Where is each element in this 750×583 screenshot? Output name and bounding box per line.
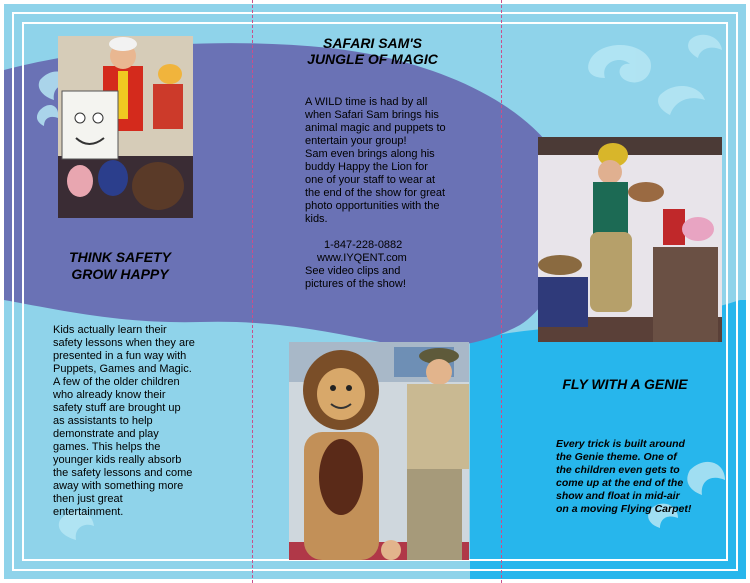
left-heading (40, 249, 200, 283)
fold-line-right (501, 0, 502, 583)
center-title (290, 35, 455, 67)
center-title-line1: SAFARI SAM'S (322, 35, 422, 51)
left-heading-line1: THINK SAFETY (69, 249, 171, 265)
contact-phone: 1-847-228-0882 (324, 239, 403, 251)
right-body-text: Every trick is built around the Genie theme. One of the children even gets to come up at the end of the show and float in mid-air on a moving Flying Carpet! (556, 438, 692, 515)
lion-mascot-photo (289, 342, 469, 560)
center-title-line2: JUNGLE OF MAGIC (307, 51, 438, 67)
right-heading: FLY WITH A GENIE (562, 376, 688, 392)
left-body-text: Kids actually learn their safety lessons when they are presented in a fun way with Puppets, Games and Magic. A few of the older children who already know their safety stuff are brought up as assistants to help demonstrate and play games. This helps the younger kids really absorb the safety lessons and come away with something more then just great entertainment. (53, 324, 195, 518)
safety-puppets-photo (58, 36, 193, 218)
video-note: See video clips and pictures of the show! (305, 265, 406, 290)
center-body-text: A WILD time is had by all when Safari Sam brings his animal magic and puppets to entertain your group! Sam even brings along his buddy Happy the Lion for one of your staff to wear at the end of the show for great photo opportunities with the kids. (305, 96, 446, 225)
genie-photo (538, 137, 722, 342)
left-heading-line2: GROW HAPPY (71, 266, 169, 282)
contact-website: www.IYQENT.com (317, 252, 407, 264)
fold-line-left (252, 0, 253, 583)
